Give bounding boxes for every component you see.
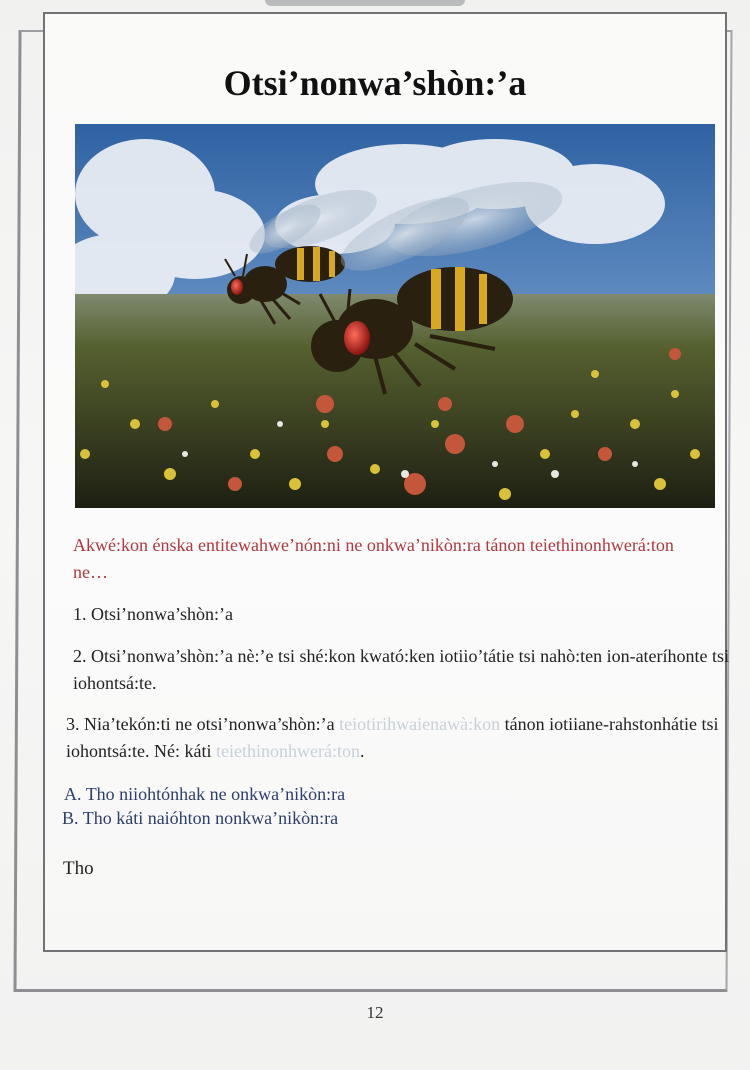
- intro-text: Akwé:kon énska entitewahwe’nón:ni ne onkwa’nikòn:ra tánon teiethinonhwerá:ton ne…: [73, 535, 674, 582]
- list-item-3-text: 3. Nia’tekón:ti ne otsi’nonwa’shòn:’a: [66, 714, 340, 734]
- bees-illustration: [75, 124, 715, 508]
- list-item-3: [66, 711, 736, 765]
- list-item-3-faded: teiotirihwaienawà:kon: [339, 714, 501, 734]
- option-b: [62, 806, 338, 830]
- option-a-letter: A.: [64, 784, 82, 804]
- list-item-3-faded-2: teiethinonhwerá:ton: [215, 741, 360, 761]
- option-b-text: Tho káti naióhton nonkwa’nikòn:ra: [82, 808, 339, 828]
- list-item-3-text-2: tánon iotiiane-rahstonhátie tsi iohontsá:te. Né:: [66, 714, 719, 761]
- page-number: 12: [366, 1003, 384, 1022]
- answer-text: Tho: [63, 858, 94, 879]
- list-item-3-text-3: káti: [184, 741, 216, 761]
- list-item-3-end: .: [359, 741, 365, 761]
- list-item-2: 2. Otsi’nonwa’shòn:’a nè:’e tsi shé:kon kwató:ken iotiio’tátie tsi nahò:ten ion-ateríhonte tsi iohontsá:te.: [73, 646, 730, 693]
- option-b-letter: B.: [62, 808, 79, 828]
- option-a: [64, 782, 345, 806]
- option-a-text: Tho niiohtónhak ne onkwa’nikòn:ra: [85, 784, 346, 804]
- list-item-1: 1. Otsi’nonwa’shòn:’a: [73, 604, 233, 624]
- page-title: Otsi’nonwa’shòn:’a: [223, 63, 527, 103]
- binder-shadow: [265, 0, 465, 6]
